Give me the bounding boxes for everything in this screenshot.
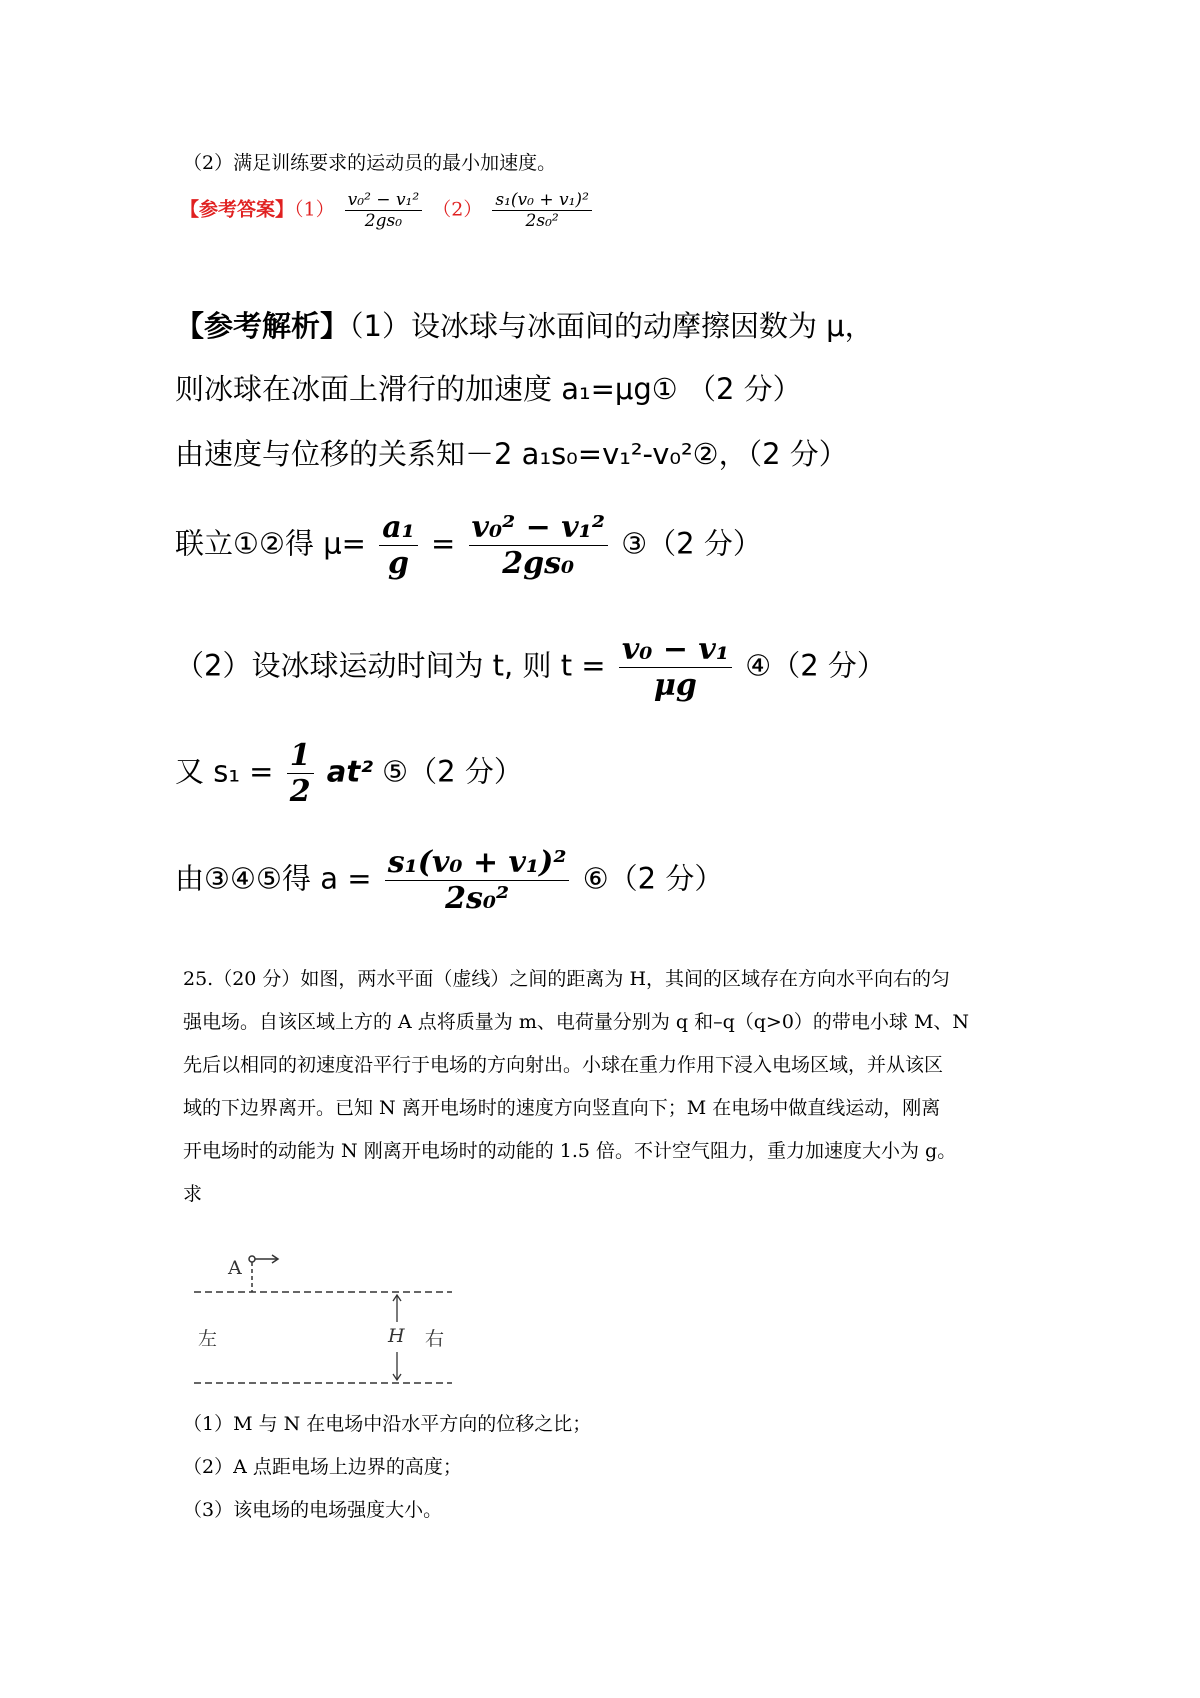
sub-question-3: （3）该电场的电场强度大小。 xyxy=(183,1499,443,1521)
point-a-marker xyxy=(249,1256,255,1262)
answer1-numerator: v₀² − v₁² xyxy=(345,190,423,211)
line4-fraction2 xyxy=(469,510,608,581)
line6-fraction-num: 1 xyxy=(287,738,314,774)
question-25 xyxy=(183,958,1023,1216)
answer1-denominator: 2gs₀ xyxy=(364,211,403,231)
analysis-line2: 则冰球在冰面上滑行的加速度 a₁=μg① （2 分） xyxy=(175,372,802,406)
line7-suffix: ⑥（2 分） xyxy=(582,861,724,896)
answer-part2-label: （2） xyxy=(432,198,483,221)
sub-questions xyxy=(183,1403,1023,1532)
line4-prefix: 联立①②得 μ= xyxy=(175,526,366,561)
line5-suffix: ④（2 分） xyxy=(745,648,886,683)
analysis-header: 【参考解析】 xyxy=(175,309,350,343)
line4-fraction1-den: g xyxy=(387,546,409,581)
field-diagram xyxy=(180,1245,480,1385)
line4-fraction2-num: v₀² − v₁² xyxy=(469,510,608,546)
line6-prefix: 又 s₁ = xyxy=(175,754,274,789)
question-25-line4: 域的下边界离开。已知 N 离开电场时的速度方向竖直向下；M 在电场中做直线运动，刚离 xyxy=(183,1097,941,1119)
figure-left-label: 左 xyxy=(198,1328,218,1350)
question-25-line1: 25.（20 分）如图，两水平面（虚线）之间的距离为 H，其间的区域存在方向水平向右的匀 xyxy=(183,968,951,990)
line7-fraction-num: s₁(v₀ + v₁)² xyxy=(385,845,570,881)
reference-answer xyxy=(180,190,596,231)
line4-fraction1-num: a₁ xyxy=(379,510,418,546)
line5-prefix: （2）设冰球运动时间为 t, 则 t = xyxy=(175,648,606,683)
line5-fraction-num: v₀ − v₁ xyxy=(619,632,732,668)
answer2-fraction xyxy=(492,190,592,231)
line7-prefix: 由③④⑤得 a = xyxy=(175,861,372,896)
line6-term: at² xyxy=(326,754,373,789)
question-25-line3: 先后以相同的初速度沿平行于电场的方向射出。小球在重力作用下浸入电场区域，并从该区 xyxy=(183,1054,944,1076)
analysis-line5 xyxy=(175,632,886,703)
line4-fraction2-den: 2gs₀ xyxy=(502,546,575,581)
line6-suffix: ⑤（2 分） xyxy=(382,754,523,789)
analysis-line1-text: （1）设冰球与冰面间的动摩擦因数为 μ， xyxy=(349,309,874,343)
analysis-line1 xyxy=(175,304,874,345)
line4-suffix: ③（2 分） xyxy=(621,526,762,561)
answer-part1-label: （1） xyxy=(294,198,335,221)
analysis-line3: 由速度与位移的关系知－2 a₁s₀=v₁²-v₀²②，（2 分） xyxy=(175,437,848,471)
figure-height-label: H xyxy=(388,1325,405,1347)
line7-fraction-den: 2s₀² xyxy=(445,881,510,916)
line6-fraction xyxy=(287,738,314,809)
answer2-numerator: s₁(v₀ + v₁)² xyxy=(492,190,592,211)
figure-point-label: A xyxy=(228,1257,242,1279)
answer2-denominator: 2s₀² xyxy=(525,211,559,231)
sub-question-2: （2）A 点距电场上边界的高度； xyxy=(183,1456,462,1478)
analysis-line7 xyxy=(175,845,723,916)
question-25-line5: 开电场时的动能为 N 刚离开电场时的动能的 1.5 倍。不计空气阻力，重力加速度大小为 g。 xyxy=(183,1140,957,1162)
line4-fraction1 xyxy=(379,510,418,581)
answer1-fraction xyxy=(345,190,423,231)
line4-equals: = xyxy=(430,526,456,561)
line5-fraction-den: μg xyxy=(653,668,697,703)
line6-fraction-den: 2 xyxy=(289,774,311,809)
analysis-line6 xyxy=(175,738,523,809)
figure-right-label: 右 xyxy=(425,1328,445,1350)
line7-fraction xyxy=(385,845,570,916)
sub-question-1: （1）M 与 N 在电场中沿水平方向的位移之比； xyxy=(183,1413,592,1435)
prev-question-part2: （2）满足训练要求的运动员的最小加速度。 xyxy=(183,152,557,174)
answer-label: 【参考答案】 xyxy=(180,198,295,221)
question-25-line2: 强电场。自该区域上方的 A 点将质量为 m、电荷量分别为 q 和–q（q>0）的带电小球 M、N xyxy=(183,1011,970,1033)
line5-fraction xyxy=(619,632,732,703)
analysis-line4 xyxy=(175,510,762,581)
question-25-line6: 求 xyxy=(183,1183,203,1205)
